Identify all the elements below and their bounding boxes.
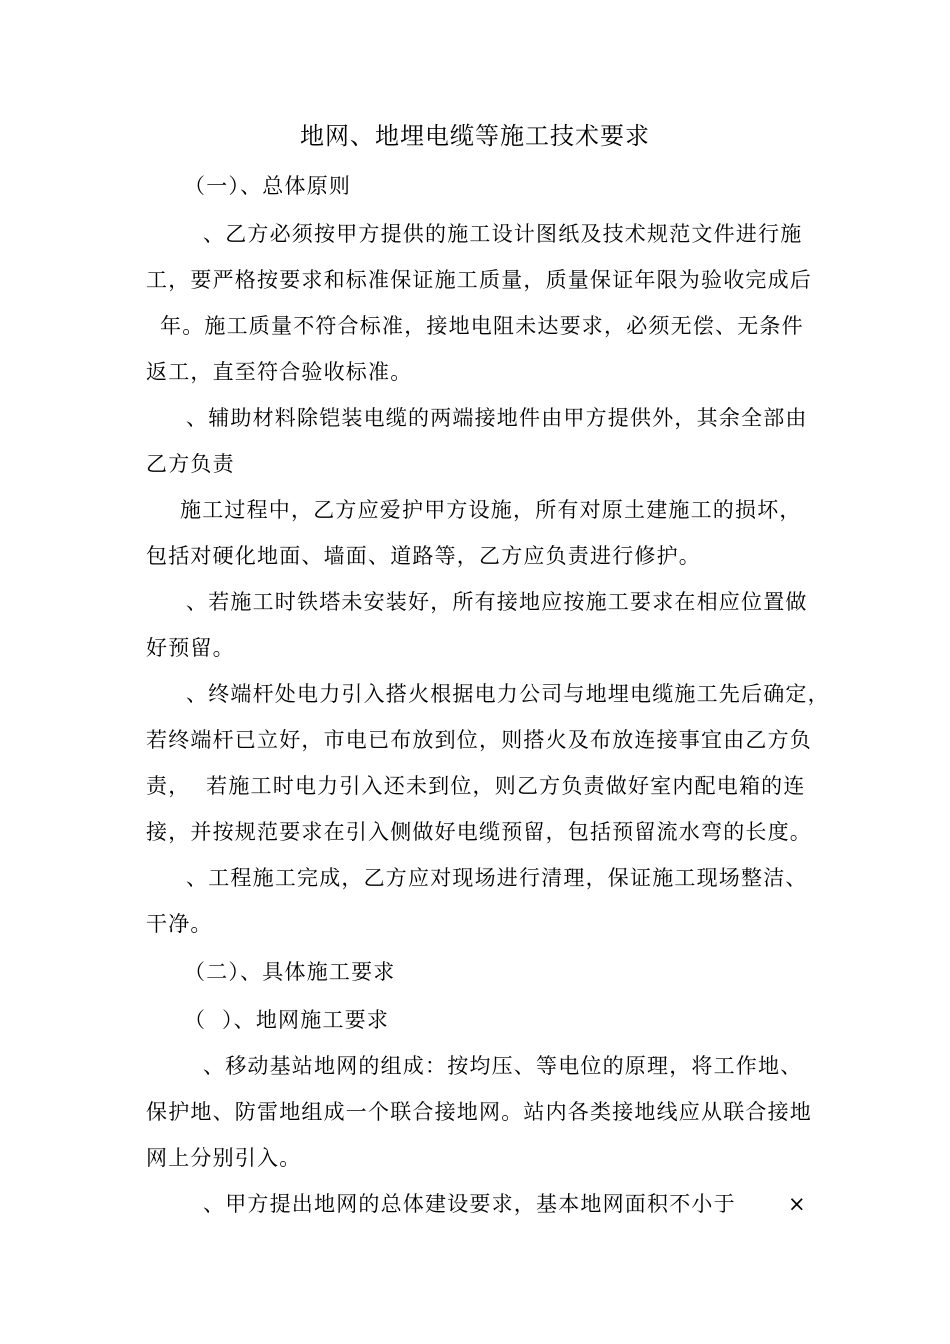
paragraph-line: 工，要严格按要求和标准保证施工质量，质量保证年限为验收完成后	[146, 268, 812, 292]
paragraph-line: 若终端杆已立好，市电已布放到位，则搭火及布放连接事宜由乙方负	[146, 728, 812, 752]
paragraph-line: 包括对硬化地面、墙面、道路等，乙方应负责进行修护。	[146, 544, 701, 568]
paragraph-line: 、工程施工完成，乙方应对现场进行清理，保证施工现场整洁、	[186, 866, 808, 890]
section-heading-general: （一）、总体原则	[184, 174, 352, 198]
paragraph-line: 好预留。	[146, 636, 235, 660]
paragraph-line: 保护地、防雷地组成一个联合接地网。站内各类接地线应从联合接地	[146, 1100, 812, 1124]
paragraph-line: 、甲方提出地网的总体建设要求，基本地网面积不小于	[203, 1192, 736, 1216]
paragraph-line: 干净。	[146, 912, 213, 936]
document-title: 地网、地埋电缆等施工技术要求	[300, 122, 650, 150]
paragraph-line: 、若施工时铁塔未安装好，所有接地应按施工要求在相应位置做	[186, 590, 808, 614]
section-heading-specific: （二）、具体施工要求	[184, 960, 396, 984]
paragraph-line: 、乙方必须按甲方提供的施工设计图纸及技术规范文件进行施	[203, 222, 803, 246]
subsection-heading-grounding: （ ）、地网施工要求	[184, 1008, 390, 1032]
paragraph-line: 接，并按规范要求在引入侧做好电缆预留，包括预留流水弯的长度。	[146, 820, 812, 844]
paragraph-line: 责， 若施工时电力引入还未到位，则乙方负责做好室内配电箱的连	[146, 774, 806, 798]
paragraph-line: 施工过程中，乙方应爱护甲方设施，所有对原土建施工的损坏，	[180, 498, 802, 522]
paragraph-line: 年。施工质量不符合标准，接地电阻未达要求，必须无偿、无条件	[160, 314, 804, 338]
multiplication-sign: ×	[788, 1192, 807, 1216]
paragraph-line: 网上分别引入。	[146, 1146, 302, 1170]
paragraph-line: 、终端杆处电力引入搭火根据电力公司与地埋电缆施工先后确定，	[186, 682, 830, 706]
paragraph-line: 、移动基站地网的组成：按均压、等电位的原理，将工作地、	[203, 1054, 803, 1078]
paragraph-line: 、辅助材料除铠装电缆的两端接地件由甲方提供外，其余全部由	[186, 406, 808, 430]
paragraph-line: 乙方负责	[146, 452, 235, 476]
paragraph-line: 返工，直至符合验收标准。	[146, 360, 413, 384]
